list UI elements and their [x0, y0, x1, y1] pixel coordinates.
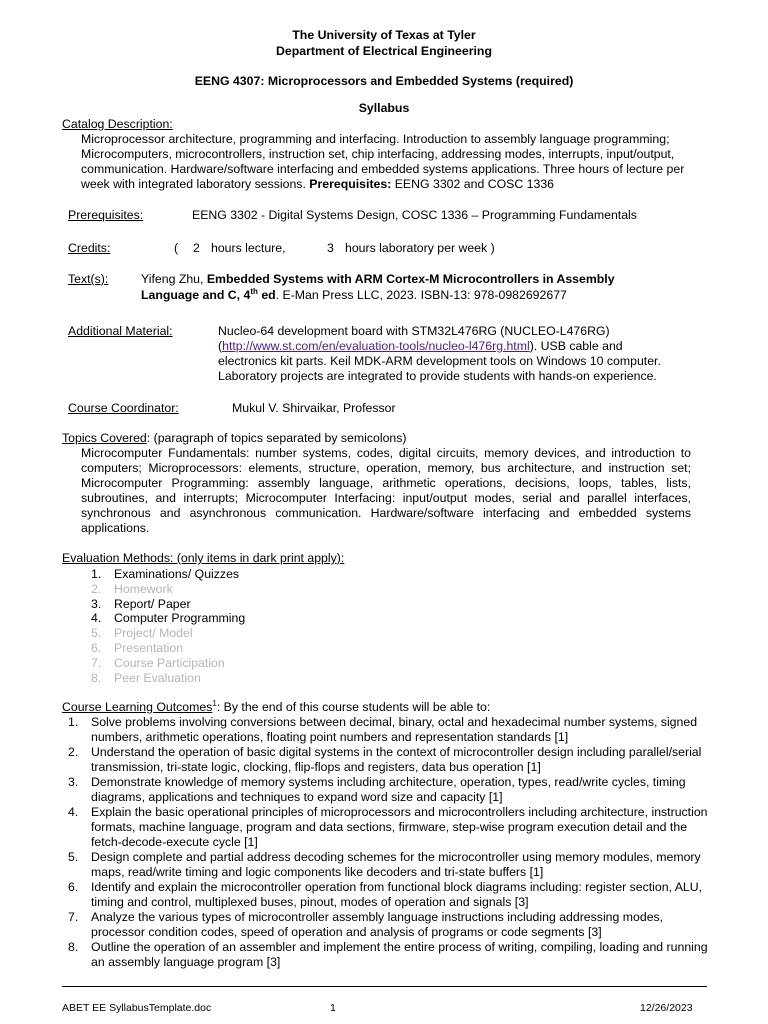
prerequisites-label: Prerequisites:: [68, 208, 144, 222]
learning-outcome-text: Explain the basic operational principles of microprocessors and microcontrollers including architecture, instruction formats, machine language, program and data sections, firmware, step-wise program execution detail and the fetch-decode-execute cycle [1]: [91, 805, 708, 849]
evaluation-methods-label: Evaluation Methods: (only items in dark print apply):: [62, 551, 345, 565]
evaluation-method-label: Peer Evaluation: [114, 670, 201, 685]
course-title: EENG 4307: Microprocessors and Embedded Systems (required): [194, 74, 574, 88]
learning-outcome-item: [68, 910, 708, 940]
course-learning-outcomes-label: Course Learning Outcomes: [62, 700, 213, 714]
topics-covered-text: Microcomputer Fundamentals: number systems, codes, digital circuits, memory devices, and introduction to computers; Microprocessors: elements, structure, operation, memory, bus architecture, and instruction set; Microcomputer Programming: assembly language, arithmetic operations, decisions, loops, tables, lists, subroutines, and interrupts; Microcomputer Interfacing: input/output modes, serial and parallel interfaces, synchronous and asynchronous communication. Hardware/software interfacing and embedded systems applications.: [81, 446, 691, 535]
learning-outcome-number: 2.: [68, 745, 79, 759]
learning-outcome-text: Analyze the various types of microcontroller assembly language instructions including addressing modes, processor condition codes, speed of operation and analysis of programs or code segments [3]: [91, 910, 664, 939]
learning-outcome-number: 6.: [68, 880, 79, 894]
course-learning-outcomes-intro: : By the end of this course students will be able to:: [216, 700, 491, 714]
catalog-description-label: Catalog Description:: [62, 117, 173, 131]
evaluation-method-number: 1.: [91, 567, 102, 581]
evaluation-method-label: Homework: [114, 581, 173, 596]
credits-label: Credits:: [68, 241, 111, 255]
learning-outcome-text: Understand the operation of basic digital systems in the context of microcontroller design including parallel/serial transmission, tri-state logic, clocking, flip-flops and registers, data bus operation [1]: [91, 745, 702, 774]
learning-outcome-item: [68, 745, 708, 775]
credits-lab-label: hours laboratory per week ): [345, 241, 495, 255]
course-coordinator-value: Mukul V. Shirvaikar, Professor: [232, 401, 396, 415]
textbook-author: Yifeng Zhu,: [141, 272, 204, 286]
evaluation-method-item: [91, 597, 191, 612]
evaluation-method-item: [91, 626, 193, 641]
evaluation-method-label: Report/ Paper: [114, 596, 191, 611]
evaluation-method-item: [91, 656, 225, 671]
learning-outcome-number: 8.: [68, 940, 79, 954]
learning-outcome-number: 7.: [68, 910, 79, 924]
textbook-edition-sup: th: [250, 286, 258, 296]
evaluation-method-label: Computer Programming: [114, 611, 246, 626]
learning-outcome-item: [68, 775, 708, 805]
textbook-publisher: . E-Man Press LLC, 2023. ISBN-13: 978-0982692677: [275, 288, 567, 302]
additional-material-line-2: [218, 339, 698, 354]
document-type-heading: Syllabus: [358, 101, 410, 115]
nucleo-board-link[interactable]: http://www.st.com/en/evaluation-tools/nucleo-l476rg.html: [222, 339, 530, 353]
learning-outcome-item: [68, 715, 708, 745]
evaluation-method-number: 5.: [91, 626, 102, 641]
catalog-description-text: [81, 132, 691, 192]
textbook-edition-word: ed: [261, 288, 276, 302]
additional-material-text: [218, 324, 698, 384]
topics-covered-label: Topics Covered: [62, 431, 147, 445]
learning-outcome-text: Identify and explain the microcontroller operation from functional block diagrams including: register section, ALU, timing and control, multiplexed buses, pinout, modes of operation and signals [3]: [91, 880, 703, 909]
additional-material-label: Additional Material:: [68, 324, 173, 338]
footnote-marker: 1: [212, 698, 217, 708]
evaluation-method-number: 8.: [91, 670, 102, 685]
url-after-text: ). USB cable and: [529, 339, 623, 353]
topics-covered-heading: [62, 431, 407, 446]
additional-material-line-4: Laboratory projects are integrated to provide students with hands-on experience.: [218, 369, 657, 383]
learning-outcome-item: [68, 880, 708, 910]
evaluation-method-item: [91, 567, 239, 582]
evaluation-method-number: 2.: [91, 581, 102, 596]
learning-outcome-text: Design complete and partial address decoding schemes for the microcontroller using memory modules, memory maps, read/write timing and logic components like decoders and tri-state buffers [1]: [91, 850, 701, 879]
learning-outcome-text: Demonstrate knowledge of memory systems including architecture, operation, types, read/write cycles, timing diagrams, applications and techniques to expand word size and capacity [1]: [91, 775, 686, 804]
evaluation-method-item: [91, 641, 183, 656]
department-name: Department of Electrical Engineering: [276, 44, 492, 58]
footer-filename: ABET EE SyllabusTemplate.doc: [62, 1002, 212, 1014]
learning-outcome-number: 4.: [68, 805, 79, 819]
learning-outcome-text: Solve problems involving conversions between decimal, binary, octal and hexadecimal number systems, signed numbers, arithmetic operations, floating point numbers and representation standards [1]: [91, 715, 698, 744]
learning-outcome-number: 5.: [68, 850, 79, 864]
textbook-title-part-2: Language and C, 4: [141, 288, 251, 302]
additional-material-line-3: electronics kit parts. Keil MDK-ARM development tools on Windows 10 computer.: [218, 354, 661, 368]
learning-outcome-item: [68, 850, 708, 880]
course-learning-outcomes-heading: [62, 700, 490, 715]
credits-lecture-label: hours lecture,: [211, 241, 286, 255]
footer-divider: [62, 986, 707, 987]
url-open-paren: (: [218, 339, 223, 353]
evaluation-method-label: Project/ Model: [114, 626, 193, 641]
university-name: The University of Texas at Tyler: [292, 28, 476, 42]
texts-label: Text(s):: [68, 272, 109, 286]
evaluation-method-number: 3.: [91, 596, 102, 611]
additional-material-line-1: Nucleo-64 development board with STM32L476RG (NUCLEO-L476RG): [218, 324, 610, 338]
course-coordinator-label: Course Coordinator:: [68, 401, 179, 415]
evaluation-method-label: Course Participation: [114, 655, 225, 670]
catalog-description-body: Microprocessor architecture, programming and interfacing. Introduction to assembly language programming; Microcomputers, microcontrollers, instruction set, chip interfacing, addressing modes, interrupts, input/output, communication. Hardware/software interfacing and embedded systems applications. Three hours of lecture per week with integrated laboratory sessions.: [81, 132, 685, 191]
evaluation-method-item: [91, 671, 201, 686]
catalog-prerequisites-label: Prerequisites:: [309, 177, 392, 191]
evaluation-method-label: Presentation: [114, 641, 184, 655]
evaluation-method-number: 6.: [91, 641, 102, 655]
topics-covered-note: : (paragraph of topics separated by semicolons): [146, 431, 407, 445]
evaluation-method-item: [91, 611, 245, 626]
evaluation-method-number: 4.: [91, 611, 102, 626]
footer-date: 12/26/2023: [640, 1002, 693, 1014]
catalog-prerequisites-text: EENG 3302 and COSC 1336: [394, 177, 555, 191]
prerequisites-value: EENG 3302 - Digital Systems Design, COSC 1336 – Programming Fundamentals: [192, 208, 637, 222]
learning-outcome-number: 1.: [68, 715, 79, 729]
credits-open-paren: (: [174, 241, 179, 255]
learning-outcome-item: [68, 940, 708, 970]
learning-outcome-text: Outline the operation of an assembler and implement the entire process of writing, compiling, loading and running an assembly language program [3]: [91, 940, 708, 969]
credits-lecture-hours: 2: [193, 241, 200, 255]
evaluation-method-label: Examinations/ Quizzes: [114, 567, 240, 581]
footer-page-number: 1: [330, 1002, 336, 1014]
credits-lab-hours: 3: [327, 241, 334, 255]
textbook-line-1: [141, 272, 615, 287]
evaluation-method-item: [91, 582, 173, 597]
evaluation-method-number: 7.: [91, 655, 102, 670]
textbook-line-2: [141, 288, 567, 303]
learning-outcome-number: 3.: [68, 775, 79, 789]
learning-outcome-item: [68, 805, 708, 850]
textbook-title-part-1: Embedded Systems with ARM Cortex-M Microcontrollers in Assembly: [206, 272, 615, 286]
